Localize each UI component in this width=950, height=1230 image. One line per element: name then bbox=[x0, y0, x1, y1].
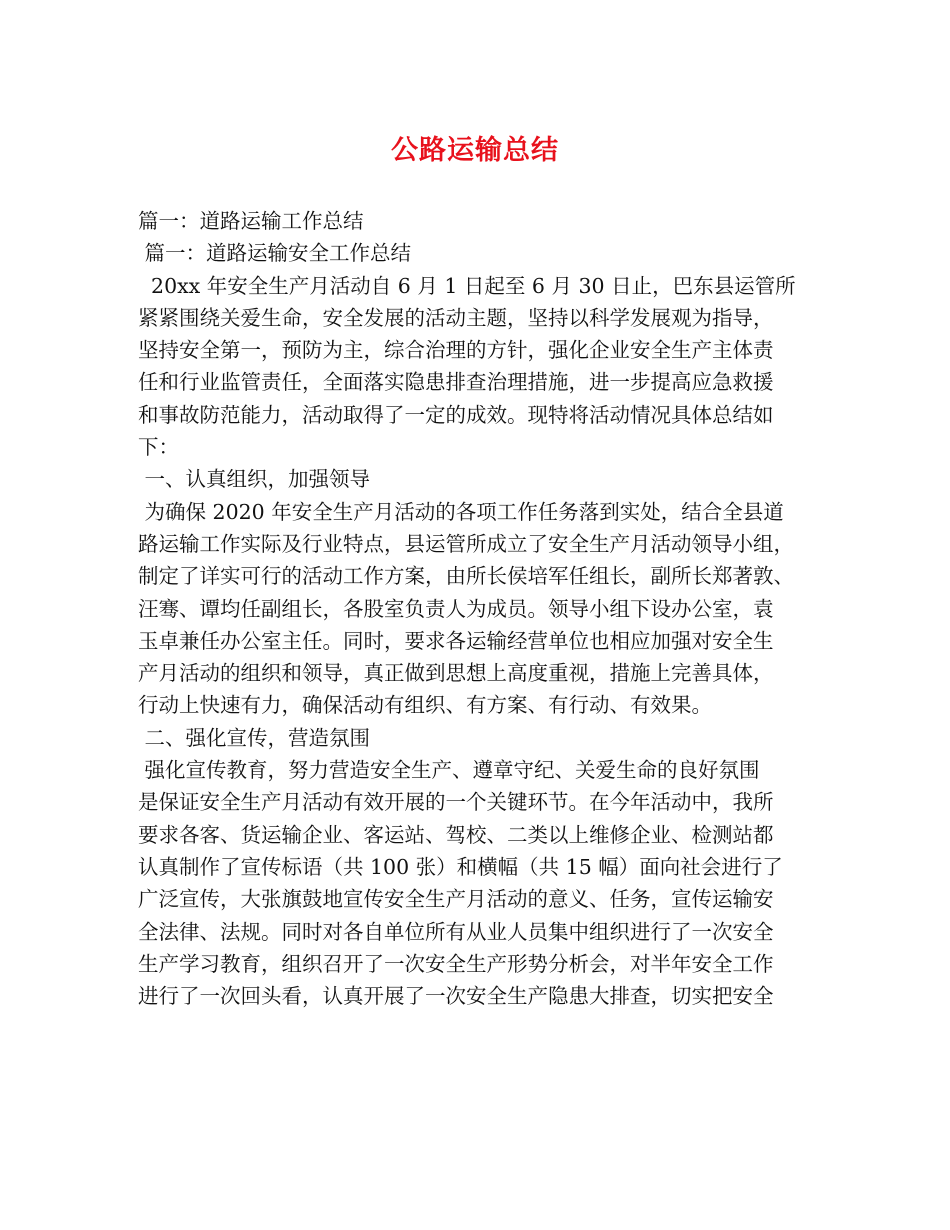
document-title: 公路运输总结 bbox=[391, 135, 559, 166]
body-line: 认真制作了宣传标语（共 100 张）和横幅（共 15 幅）面向社会进行了 bbox=[138, 854, 783, 879]
body-line: 行动上快速有力，确保活动有组织、有方案、有行动、有效果。 bbox=[138, 693, 712, 718]
body-line: 下： bbox=[138, 435, 179, 460]
document-body bbox=[138, 205, 818, 1012]
body-line: 紧紧围绕关爱生命，安全发展的活动主题，坚持以科学发展观为指导， bbox=[138, 305, 774, 330]
body-line: 全法律、法规。同时对各自单位所有从业人员集中组织进行了一次安全 bbox=[138, 919, 774, 944]
body-line: 强化宣传教育，努力营造安全生产、遵章守纪、关爱生命的良好氛围 bbox=[138, 758, 760, 783]
body-line: 制定了详实可行的活动工作方案，由所长侯培军任组长，副所长郑著敦、 bbox=[138, 564, 794, 589]
body-line: 要求各客、货运输企业、客运站、驾校、二类以上维修企业、检测站都 bbox=[138, 822, 774, 847]
body-line: 篇一：道路运输安全工作总结 bbox=[138, 241, 412, 266]
body-line: 为确保 2020 年安全生产月活动的各项工作任务落到实处，结合全县道 bbox=[138, 499, 784, 524]
section-heading: 一、认真组织，加强领导 bbox=[138, 467, 371, 492]
body-line: 篇一：道路运输工作总结 bbox=[138, 209, 364, 233]
body-line: 进行了一次回头看，认真开展了一次安全生产隐患大排查，切实把安全 bbox=[138, 984, 774, 1009]
body-line: 20xx 年安全生产月活动自 6 月 1 日起至 6 月 30 日止，巴东县运管所 bbox=[138, 273, 796, 298]
body-line: 坚持安全第一，预防为主，综合治理的方针，强化企业安全生产主体责 bbox=[138, 338, 774, 363]
body-line: 是保证安全生产月活动有效开展的一个关键环节。在今年活动中，我所 bbox=[138, 790, 774, 815]
body-line: 汪骞、谭均任副组长，各股室负责人为成员。领导小组下设办公室，袁 bbox=[138, 596, 774, 621]
body-line: 产月活动的组织和领导，真正做到思想上高度重视，措施上完善具体， bbox=[138, 661, 774, 686]
body-line: 和事故防范能力，活动取得了一定的成效。现特将活动情况具体总结如 bbox=[138, 402, 774, 427]
body-line: 路运输工作实际及行业特点，县运管所成立了安全生产月活动领导小组， bbox=[138, 531, 794, 556]
body-line: 玉卓兼任办公室主任。同时，要求各运输经营单位也相应加强对安全生 bbox=[138, 628, 774, 653]
body-line: 任和行业监管责任，全面落实隐患排查治理措施，进一步提高应急救援 bbox=[138, 370, 774, 395]
section-heading: 二、强化宣传，营造氛围 bbox=[138, 725, 371, 750]
body-line: 生产学习教育，组织召开了一次安全生产形势分析会，对半年安全工作 bbox=[138, 951, 774, 976]
body-line: 广泛宣传，大张旗鼓地宣传安全生产月活动的意义、任务，宣传运输安 bbox=[138, 887, 774, 912]
